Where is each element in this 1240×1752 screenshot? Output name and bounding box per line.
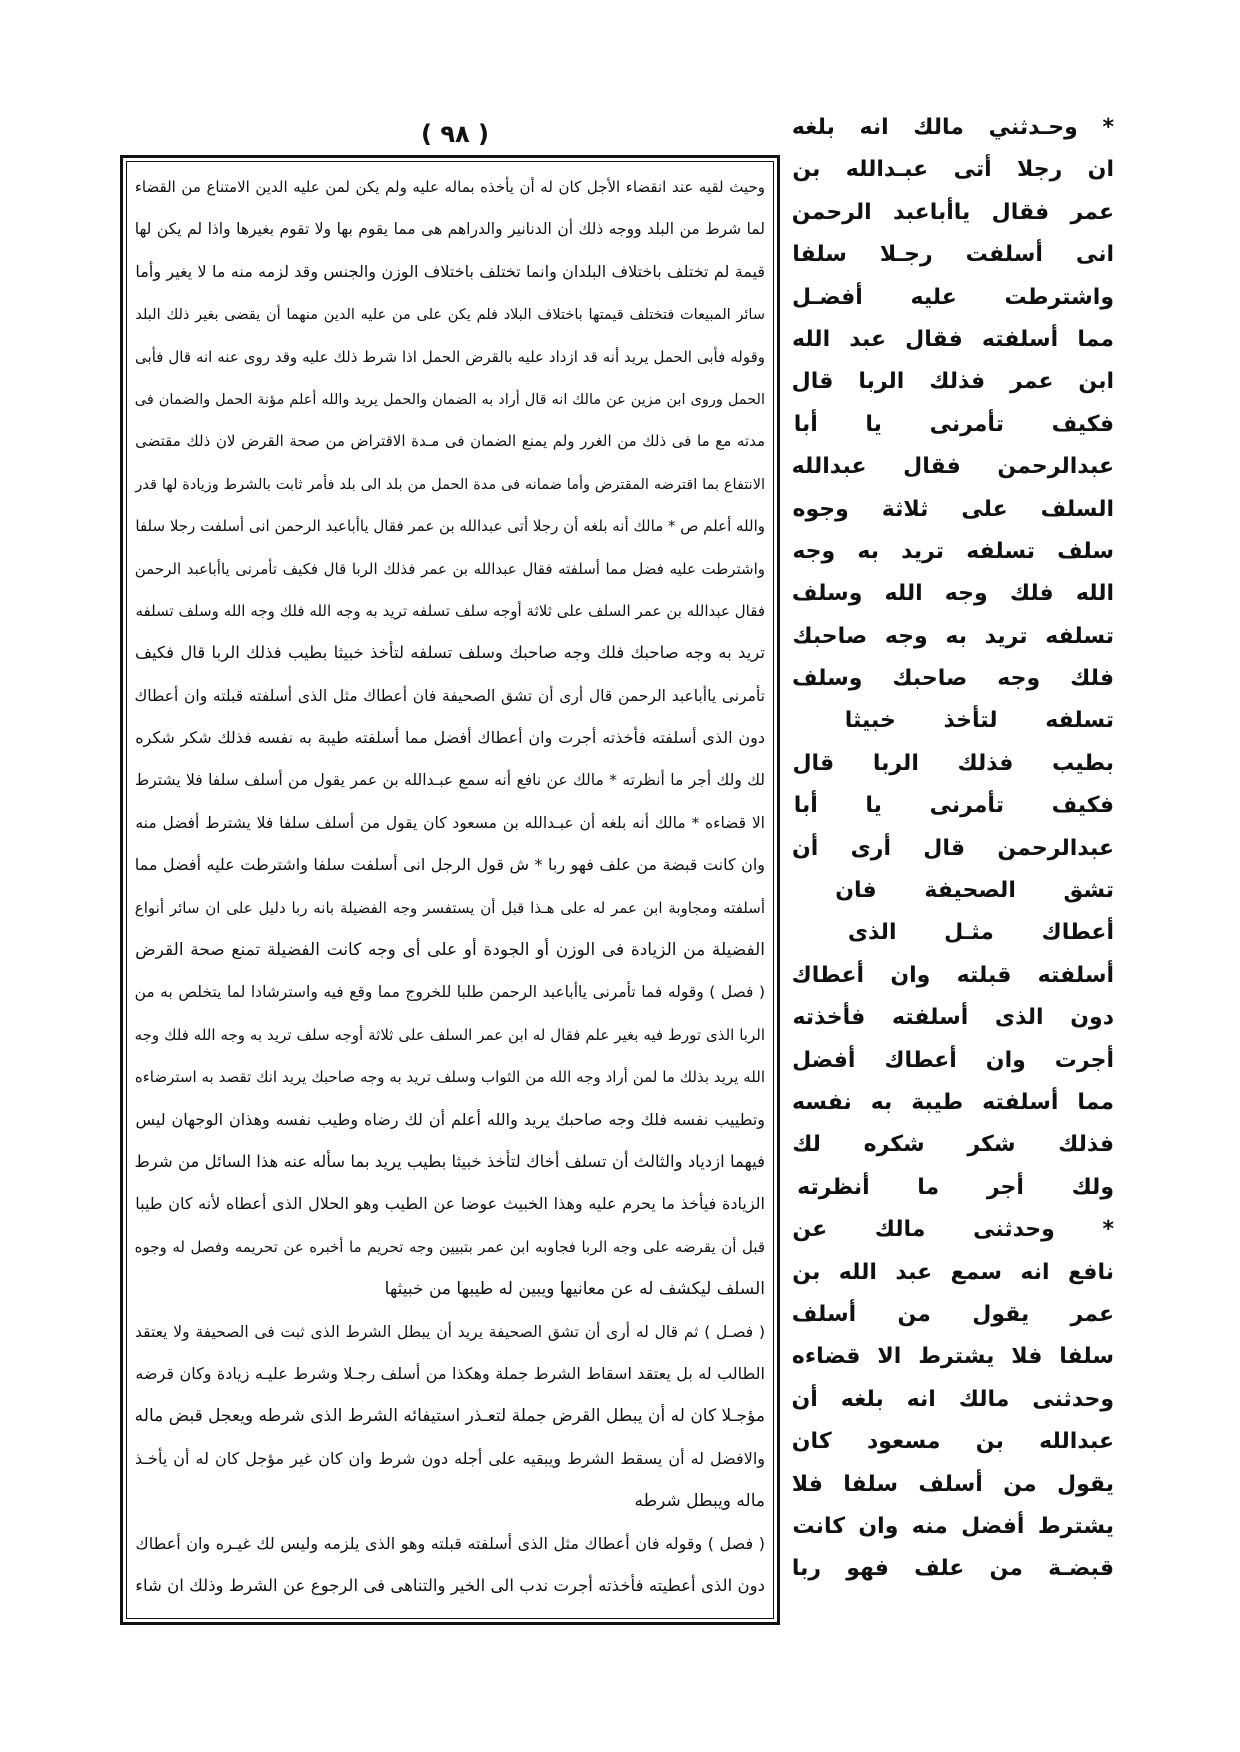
commentary-line-text: وقوله فأبى الحمل يريد أنه قد ازداد عليه بالقرض الحمل اذا شرط ذلك عليه وقد روى عنه انه قال فأبى: [135, 347, 765, 366]
commentary-line: [135, 1438, 765, 1480]
margin-line: [792, 700, 1114, 742]
commentary-line-text: ماله ويبطل شرطه: [634, 1491, 765, 1512]
margin-line: [792, 404, 1114, 446]
margin-line: [792, 1506, 1114, 1548]
margin-line: [792, 997, 1114, 1039]
margin-line: [792, 1336, 1114, 1378]
commentary-line: [135, 759, 765, 801]
commentary-line: [135, 1268, 765, 1310]
commentary-line: [135, 548, 765, 590]
margin-line-text: سلف تسلفه تريد به وجه: [792, 538, 1114, 564]
margin-line: [792, 107, 1114, 149]
muwatta-margin-column: [792, 107, 1114, 1591]
margin-line: [792, 361, 1114, 403]
margin-line: [792, 489, 1114, 531]
margin-line-text: نافع انه سمع عبد الله بن: [792, 1259, 1114, 1285]
margin-line: [792, 531, 1114, 573]
commentary-line-text: لك ولك أجر ما أنظرته * مالك عن نافع أنه سمع عبـدالله بن عمر يقول من أسلف سلفا فلا يشترط: [134, 771, 765, 790]
margin-line: [792, 1379, 1114, 1421]
commentary-line-text: ( فصـل ) ثم قال له أرى أن تشق الصحيفة يريد أن يبطل الشرط الذى ثبت فى الصحيفة ولا يعتقد: [135, 1322, 765, 1341]
commentary-line: [135, 463, 765, 505]
commentary-line-text: قيمة لم تختلف باختلاف البلدان وانما تختلف باختلاف الوزن والجنس وقد لزمه منه ما لا يغير وأما: [135, 261, 765, 281]
commentary-line: [135, 929, 765, 971]
commentary-line: [135, 971, 765, 1013]
margin-line-text: فكيف تأمرنى يا أبا: [793, 411, 1114, 437]
commentary-line-text: دون الذى أعطيته فأخذته أجرت ندب الى الخير والتناهى فى الرجوع عن الشرط وذلك ان شاء: [135, 1575, 765, 1595]
margin-line-text: الله فلك وجه الله وسلف: [791, 581, 1114, 607]
commentary-line: [135, 1523, 765, 1565]
margin-line: [792, 277, 1114, 319]
margin-line: [792, 1209, 1114, 1251]
commentary-line-text: الزيادة فيأخذ ما يحرم عليه وهذا الخبيث عوضا عن الطيب وهو الحلال الذى أعطاه لأنه كان طيبا: [135, 1194, 765, 1214]
margin-line-text: ابن عمر فذلك الربا قال: [791, 369, 1114, 395]
margin-line-text: تسلفه تريد به وجه صاحبك: [792, 623, 1114, 649]
margin-line: [792, 149, 1114, 191]
margin-line-text: عبدالرحمن فقال عبدالله: [791, 454, 1114, 480]
margin-line-text: أعطاك مثـل الذى: [847, 920, 1114, 946]
commentary-box: [120, 155, 780, 1625]
margin-line-text: عمر يقول من أسلف: [791, 1301, 1114, 1327]
margin-line: [792, 743, 1114, 785]
margin-line-text: أجرت وان أعطاك أفضل: [792, 1047, 1114, 1073]
commentary-line-text: الربا الذى تورط فيه بغير علم فقال له ابن عمر السلف على ثلاثة أوجه سلف تريد به وجه الله فلك وجه: [134, 1025, 765, 1044]
commentary-line: [135, 378, 765, 420]
margin-line: [792, 658, 1114, 700]
commentary-line-text: وتطييب نفسه فلك وجه صاحبك يريد والله أعلم أن لك رضاه وطيب نفسه وهذان الوجهان ليس: [135, 1109, 765, 1129]
commentary-line-text: ( فصل ) وقوله فان أعطاك مثل الذى أسلفته قبلته وهو الذى يلزمه وليس لك غيـره وان أعطاك: [135, 1533, 765, 1553]
commentary-line-text: والله أعلم ص * مالك أنه بلغه أن رجلا أتى عبدالله بن عمر فقال ياأباعبد الرحمن انى أسلفت رجلا سلفا: [135, 517, 765, 536]
commentary-line-text: لما شرط من البلد ووجه ذلك أن الدنانير والدراهم هى مما يقوم بها ولا تقوم بغيرها واذا لم يكن لها: [134, 220, 765, 239]
margin-line: [792, 1124, 1114, 1166]
commentary-line-text: الحمل وروى ابن مزين عن مالك انه قال أراد به الضمان والحمل يريد والله أعلم مؤنة الحمل والضمان فى: [134, 391, 765, 408]
commentary-line: [135, 844, 765, 886]
commentary-line: [135, 1056, 765, 1098]
commentary-line: [135, 1141, 765, 1183]
margin-line-text: يشترط أفضل منه وان كانت: [792, 1513, 1114, 1539]
margin-line: [792, 616, 1114, 658]
margin-line-text: ان رجلا أتى عبـدالله بن: [792, 157, 1114, 183]
commentary-line-text: الانتفاع بما اقترضه المقترض وأما ضمانه فى مدة الحمل من بلد الى بلد فأمر ثابت بالشرط وزيادة لها قدر: [135, 476, 765, 493]
margin-line: [792, 234, 1114, 276]
margin-line: [792, 1082, 1114, 1124]
margin-line-text: سلفا فلا يشترط الا قضاءه: [791, 1344, 1114, 1370]
commentary-line-text: والافضل له أن يسقط الشرط ويبقيه على أجله دون شرط وان كان غير مؤجل كان له أن يأخـذ: [134, 1448, 765, 1468]
commentary-line: [135, 208, 765, 250]
commentary-line-text: الفضيلة من الزيادة فى الوزن أو الجودة أو على أى وجه كانت الفضيلة تمنع صحة القرض: [135, 940, 765, 961]
commentary-line-text: أسلفته ومجاوبة ابن عمر له على هـذا قبل أن يستفسر وجه الفضيلة بانه ربا دليل على ان سائر أنواع: [134, 898, 765, 917]
commentary-line-text: وان كانت قبضة من علف فهو ربا * ش قول الرجل انى أسلفت سلفا واشترطت عليه أفضل مما: [134, 855, 765, 875]
margin-line: [792, 1167, 1114, 1209]
commentary-box-inner-border: [126, 161, 774, 1619]
margin-line: [792, 446, 1114, 488]
margin-line-text: قبضـة من علف فهو ربا: [791, 1556, 1114, 1582]
commentary-line: [135, 1395, 765, 1437]
commentary-line: [135, 251, 765, 293]
commentary-line-text: دون الذى أسلفته فأخذته أجرت وان أعطاك أفضل مما أسلفته طيبة به نفسه فذلك شكر شكره: [135, 728, 765, 748]
margin-line-text: فذلك شكر شكره لك: [792, 1132, 1114, 1158]
margin-line-text: مما أسلفته فقال عبد الله: [791, 326, 1114, 352]
commentary-line-text: الطالب له بل يعتقد اسقاط الشرط جملة وهكذا من أسلف رجـلا وشرط عليـه زيادة وكان قرضه: [135, 1363, 765, 1383]
commentary-line: [135, 717, 765, 759]
commentary-line-text: فيهما ازدياد والثالث أن تسلف أخاك لتأخذ خبيثا بطيب يريد بما سأله عنه هذا السائل من شرط: [134, 1151, 765, 1171]
margin-line-text: انى أسلفت رجـلا سلفا: [792, 242, 1114, 268]
margin-line: [792, 573, 1114, 615]
margin-line-text: عمر فقال ياأباعبد الرحمن: [791, 199, 1114, 225]
margin-line: [792, 192, 1114, 234]
margin-line-text: * وحدثنى مالك عن: [792, 1217, 1114, 1243]
commentary-line-text: السلف ليكشف له عن معانيها ويبين له طيبها من خبيثها: [384, 1279, 765, 1300]
margin-line-text: أسلفته قبلته وان أعطاك: [791, 962, 1114, 988]
commentary-line: [135, 420, 765, 462]
margin-line-text: عبدالرحمن قال أرى أن: [791, 835, 1114, 861]
margin-line-text: وحدثنى مالك انه بلغه أن: [791, 1386, 1114, 1412]
margin-line: [792, 870, 1114, 912]
margin-line-text: تشق الصحيفة فان: [835, 878, 1114, 904]
commentary-line: [135, 336, 765, 378]
commentary-line-text: سائر المبيعات فتختلف قيمتها باختلاف البلاد فلم يكن على من عليه الدين منهما أن يقضى بغير ذلك البلد: [135, 307, 765, 324]
commentary-line: [135, 1311, 765, 1353]
margin-line: [792, 1464, 1114, 1506]
commentary-line: [135, 1183, 765, 1225]
margin-line: [792, 1548, 1114, 1590]
margin-line-text: ولك أجر ما أنظرته: [797, 1174, 1114, 1200]
commentary-line: [135, 1480, 765, 1522]
commentary-line: [135, 632, 765, 674]
commentary-line: [135, 293, 765, 335]
commentary-line-text: مدته مع ما فى ذلك من الغرر ولم يمنع الضمان فى مـدة الاقتراض من صحة القرض لان ذلك مقتضى: [135, 432, 765, 451]
margin-line-text: واشترطت عليه أفضـل: [792, 284, 1114, 310]
commentary-line-text: تأمرنى ياأباعبد الرحمن قال أرى أن تشق الصحيفة فان أعطاك مثل الذى أسلفته قبلته وان أعطاك: [134, 686, 765, 705]
margin-line: [792, 1294, 1114, 1336]
commentary-line-text: واشترطت عليه فضل مما أسلفته فقال عبدالله بن عمر فذلك الربا قال فكيف تأمرنى ياأباعبد الرحمن: [134, 559, 765, 578]
commentary-line-text: الله يريد بذلك ما لمن أراد وجه الله من الثواب وسلف تريد به وجه صاحبك يريد انك تقصد به استرضاءه: [134, 1068, 765, 1087]
commentary-text: [135, 166, 765, 1607]
commentary-line-text: قبل أن يقرضه على وجه الربا فجاوبه ابن عمر بتبيين وجه تحريم ما أخبره عن تحريمه وفصل له وجوه: [134, 1237, 765, 1256]
commentary-line: [135, 166, 765, 208]
commentary-line-text: ( فصل ) وقوله فما تأمرنى ياأباعبد الرحمن طلبا للخروج مما وقع فيه واسترشادا لما يتخلص به من: [134, 983, 765, 1002]
commentary-line: [135, 1099, 765, 1141]
margin-line: [792, 1040, 1114, 1082]
commentary-line-text: تريد به وجه صاحبك فلك وجه صاحبك وسلف تسلفه لتأخذ خبيثا بطيب فذلك الربا قال فكيف: [134, 643, 765, 663]
margin-line: [792, 1252, 1114, 1294]
margin-line-text: فكيف تأمرنى يا أبا: [793, 793, 1114, 819]
commentary-line: [135, 675, 765, 717]
commentary-line: [135, 1226, 765, 1268]
margin-line-text: تسلفه لتأخذ خبيثا: [844, 708, 1114, 734]
margin-line-text: * وحـدثني مالك انه بلغه: [791, 115, 1114, 140]
commentary-line: [135, 887, 765, 929]
commentary-line-text: الا قضاءه * مالك أنه بلغه أن عبـدالله بن مسعود كان يقول من أسلف سلفا فلا يشترط أفضل منه: [135, 813, 765, 832]
commentary-line: [135, 1565, 765, 1607]
margin-line-text: السلف على ثلاثة وجوه: [792, 496, 1114, 522]
margin-line: [792, 955, 1114, 997]
commentary-line-text: فقال عبدالله بن عمر السلف على ثلاثة أوجه سلف تسلفه تريد به وجه الله فلك وجه الله وسلف تسلفه: [135, 601, 765, 620]
commentary-line: [135, 1353, 765, 1395]
commentary-line: [135, 802, 765, 844]
margin-line-text: مما أسلفته طيبة به نفسه: [791, 1089, 1114, 1115]
margin-line: [792, 828, 1114, 870]
margin-line-text: عبدالله بن مسعود كان: [791, 1429, 1114, 1455]
margin-line-text: فلك وجه صاحبك وسلف: [791, 666, 1114, 692]
commentary-line: [135, 1014, 765, 1056]
margin-line-text: بطيب فذلك الربا قال: [792, 750, 1114, 776]
commentary-line: [135, 505, 765, 547]
page-number: ( ٩٨ ): [421, 120, 489, 148]
margin-line: [792, 1421, 1114, 1463]
commentary-line-text: وحيث لقيه عند انقضاء الأجل كان له أن يأخذه بماله عليه ولم يكن لمن عليه الدين الامتناع من القضاء: [134, 178, 765, 196]
margin-line: [792, 319, 1114, 361]
margin-line: [792, 912, 1114, 954]
commentary-line-text: مؤجـلا كان له أن يبطل القرض جملة لتعـذر استيفائه الشرط الذى شرطه ويعجل قبض ماله: [134, 1406, 765, 1427]
margin-line-text: يقول من أسلف سلفا فلا: [791, 1471, 1114, 1497]
commentary-line: [135, 590, 765, 632]
margin-line: [792, 785, 1114, 827]
margin-line-text: دون الذى أسلفته فأخذته: [792, 1005, 1114, 1031]
